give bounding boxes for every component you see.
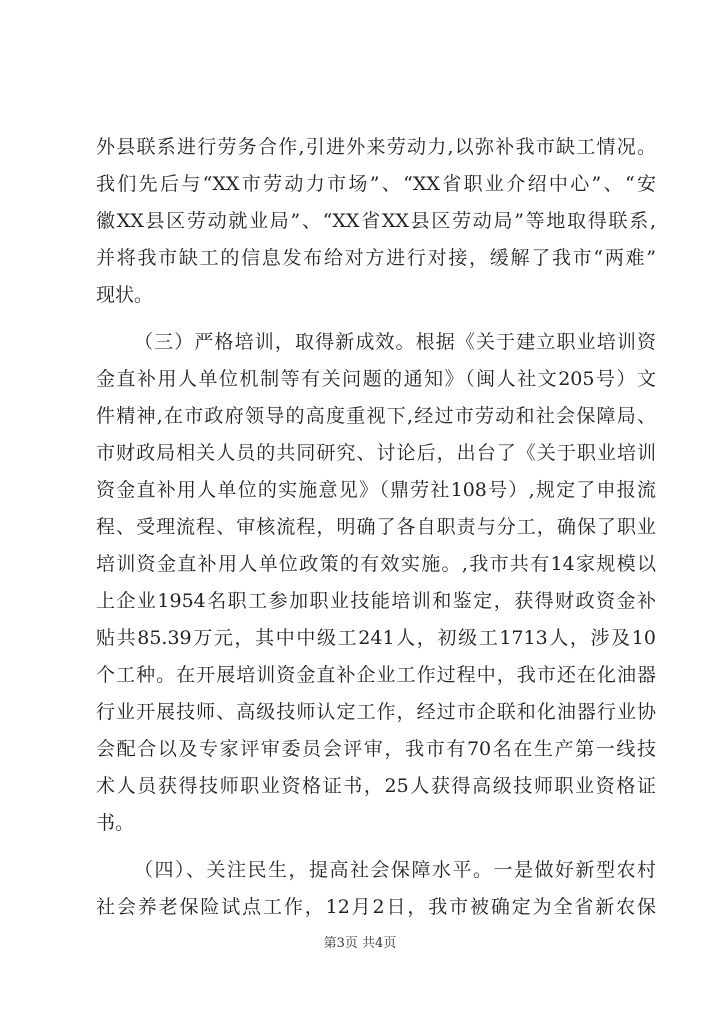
text-line: 社会养老保险试点工作，12月2日，我市被确定为全省新农保 — [96, 896, 656, 918]
text-line: 个工种。在开展培训资金直补企业工作过程中，我市还在化油器 — [96, 664, 656, 686]
text-line: 程、受理流程、审核流程，明确了各自职责与分工，确保了职业 — [96, 516, 656, 538]
text-line: 行业开展技师、高级技师认定工作，经过市企联和化油器行业协 — [96, 701, 656, 723]
text-line: （三）严格培训，取得新成效。根据《关于建立职业培训资 — [134, 331, 656, 353]
text-line: 会配合以及专家评审委员会评审，我市有70名在生产第一线技 — [96, 738, 656, 760]
text-line: 并将我市缺工的信息发布给对方进行对接，缓解了我市“两难” — [96, 247, 656, 269]
text-line: 徽XX县区劳动就业局”、“XX省XX县区劳动局”等地取得联系, — [96, 210, 656, 232]
text-line: 件精神,在市政府领导的高度重视下,经过市劳动和社会保障局、 — [96, 405, 656, 427]
document-body — [96, 129, 656, 926]
paragraph-1 — [96, 129, 656, 314]
text-line: 市财政局相关人员的共同研究、讨论后，出台了《关于职业培训 — [96, 442, 656, 464]
text-line: 贴共85.39万元，其中中级工241人，初级工1713人，涉及10 — [96, 627, 656, 649]
text-line: 术人员获得技师职业资格证书，25人获得高级技师职业资格证 — [96, 775, 656, 797]
text-line: 我们先后与“XX市劳动力市场”、“XX省职业介绍中心”、“安 — [96, 173, 656, 195]
paragraph-2 — [96, 324, 656, 842]
text-line: 书。 — [96, 812, 135, 834]
text-line: 上企业1954名职工参加职业技能培训和鉴定，获得财政资金补 — [96, 590, 656, 612]
text-line: 现状。 — [96, 284, 154, 306]
page-number-label: 第3页 共4页 — [323, 936, 397, 951]
text-line: 培训资金直补用人单位政策的有效实施。,我市共有14家规模以 — [96, 553, 656, 575]
text-line: 外县联系进行劳务合作,引进外来劳动力,以弥补我市缺工情况。 — [96, 136, 656, 158]
text-line: 资金直补用人单位的实施意见》（鼎劳社108号）,规定了申报流 — [96, 479, 656, 501]
text-line: （四）、关注民生，提高社会保障水平。一是做好新型农村 — [134, 859, 656, 881]
paragraph-3 — [96, 852, 656, 926]
text-line: 金直补用人单位机制等有关问题的通知》（闽人社文205号）文 — [96, 368, 656, 390]
page-footer — [0, 932, 720, 951]
